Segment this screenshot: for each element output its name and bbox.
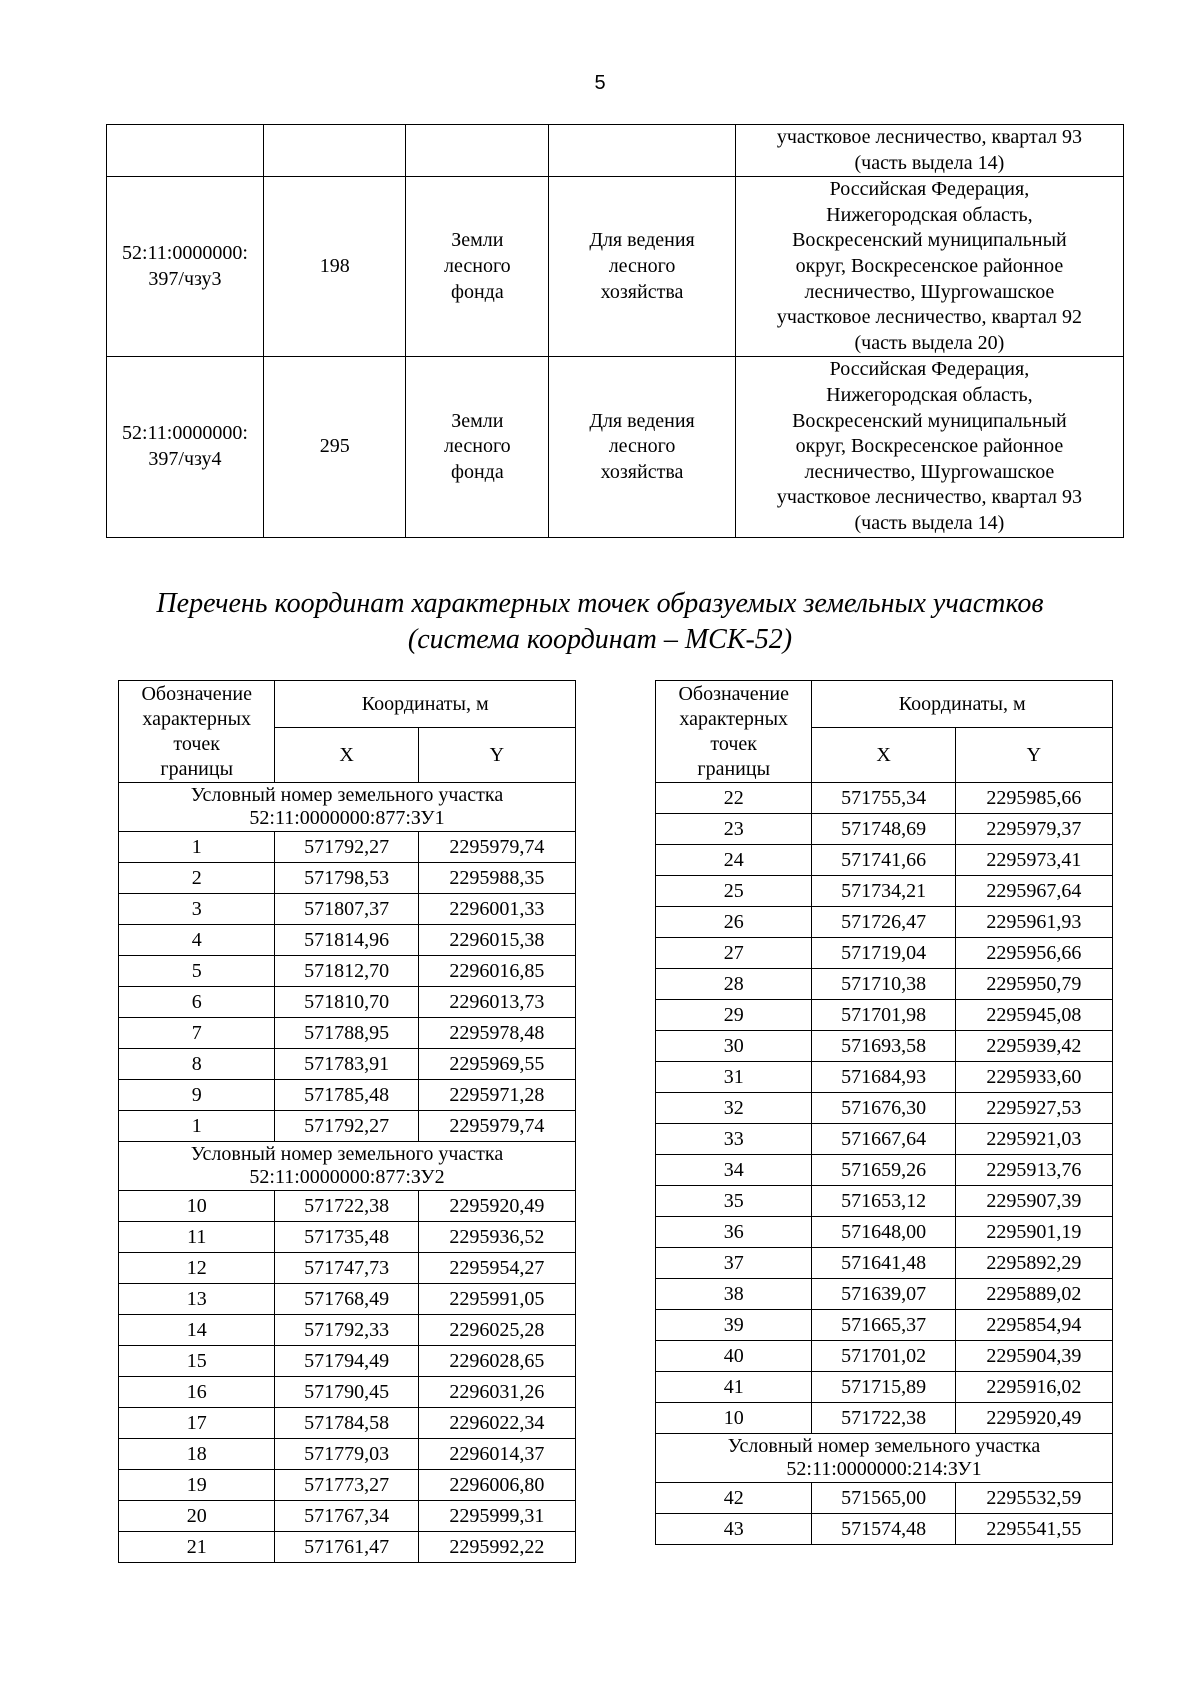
x-coordinate-cell: 571726,47	[812, 907, 955, 938]
point-number-cell: 35	[656, 1186, 812, 1217]
y-coordinate-cell: 2295927,53	[955, 1093, 1112, 1124]
x-coordinate-cell: 571767,34	[275, 1501, 418, 1532]
point-number-cell: 39	[656, 1310, 812, 1341]
x-coordinate-cell: 571734,21	[812, 876, 955, 907]
x-coordinate-cell: 571719,04	[812, 938, 955, 969]
location-cell	[735, 177, 1123, 357]
point-number-cell: 31	[656, 1062, 812, 1093]
land-plots-table	[106, 124, 1124, 538]
land-category-line: лесного	[444, 254, 511, 277]
table-row	[656, 1403, 1113, 1434]
permitted-use-cell	[549, 125, 736, 177]
location-line: лесничество, Шургowашское	[804, 460, 1055, 483]
location-line: (часть выдела 14)	[854, 151, 1005, 174]
permitted-use-line: лесного	[608, 254, 676, 277]
x-coordinate-cell: 571761,47	[275, 1532, 418, 1563]
y-coordinate-cell: 2295950,79	[955, 969, 1112, 1000]
table-row	[119, 956, 576, 987]
land-category-line: Земли	[451, 229, 504, 252]
point-number-cell: 1	[119, 832, 275, 863]
table-row	[119, 1315, 576, 1346]
point-header-line: Обозначение	[141, 682, 252, 705]
point-number-cell: 16	[119, 1377, 275, 1408]
plot-number-line: Условный номер земельного участка	[190, 1143, 504, 1165]
plot-section-row	[656, 1434, 1113, 1483]
y-coordinate-cell: 2295907,39	[955, 1186, 1112, 1217]
permitted-use-line: Для ведения	[589, 409, 695, 432]
location-line: округ, Воскресенское районное	[795, 254, 1064, 277]
x-coordinate-cell: 571710,38	[812, 969, 955, 1000]
permitted-use-line: Для ведения	[589, 229, 695, 252]
point-number-cell: 14	[119, 1315, 275, 1346]
header-row	[656, 681, 1113, 728]
cadastral-number-line: 397/чзу3	[148, 267, 222, 290]
location-line: Российская Федерация,	[829, 178, 1030, 201]
location-line: участковое лесничество, квартал 93	[776, 486, 1083, 509]
x-coordinate-cell: 571768,49	[275, 1284, 418, 1315]
point-number-cell: 42	[656, 1483, 812, 1514]
permitted-use-cell	[549, 177, 736, 357]
land-category-line: фонда	[450, 280, 504, 303]
x-coordinate-cell: 571814,96	[275, 925, 418, 956]
point-number-cell: 2	[119, 863, 275, 894]
x-coordinate-cell: 571792,33	[275, 1315, 418, 1346]
y-coordinate-cell: 2295921,03	[955, 1124, 1112, 1155]
y-header-cell: Y	[955, 728, 1112, 783]
location-cell	[735, 125, 1123, 177]
y-coordinate-cell: 2295979,37	[955, 814, 1112, 845]
land-category-line: фонда	[450, 460, 504, 483]
x-coordinate-cell: 571639,07	[812, 1279, 955, 1310]
x-coordinate-cell: 571701,02	[812, 1341, 955, 1372]
y-coordinate-cell: 2296015,38	[418, 925, 575, 956]
table-row	[656, 938, 1113, 969]
x-coordinate-cell: 571665,37	[812, 1310, 955, 1341]
table-row	[119, 1222, 576, 1253]
table-row	[119, 987, 576, 1018]
point-number-cell: 19	[119, 1470, 275, 1501]
y-coordinate-cell: 2296028,65	[418, 1346, 575, 1377]
point-number-cell: 29	[656, 1000, 812, 1031]
table-row	[119, 1439, 576, 1470]
table-row	[119, 1253, 576, 1284]
area-cell	[263, 357, 406, 537]
plot-section-row	[119, 1142, 576, 1191]
x-coordinate-cell: 571810,70	[275, 987, 418, 1018]
table-row	[119, 1284, 576, 1315]
x-coordinate-cell: 571792,27	[275, 1111, 418, 1142]
point-number-cell: 9	[119, 1080, 275, 1111]
cadastral-number-cell	[107, 177, 264, 357]
x-coordinate-cell: 571676,30	[812, 1093, 955, 1124]
page-number: 5	[594, 72, 606, 94]
x-coordinate-cell: 571807,37	[275, 894, 418, 925]
plot-number-cell	[656, 1434, 1113, 1483]
area-value: 295	[319, 435, 350, 458]
table-row	[656, 1062, 1113, 1093]
y-coordinate-cell: 2296016,85	[418, 956, 575, 987]
table-row	[656, 814, 1113, 845]
y-coordinate-cell: 2295969,55	[418, 1049, 575, 1080]
land-category-cell	[406, 125, 549, 177]
permitted-use-line: хозяйства	[600, 460, 684, 483]
land-table-row	[107, 177, 1124, 357]
x-coordinate-cell: 571785,48	[275, 1080, 418, 1111]
point-number-cell: 18	[119, 1439, 275, 1470]
table-row	[656, 1372, 1113, 1403]
y-coordinate-cell: 2295933,60	[955, 1062, 1112, 1093]
table-row	[656, 1186, 1113, 1217]
x-coordinate-cell: 571747,73	[275, 1253, 418, 1284]
point-number-cell: 33	[656, 1124, 812, 1155]
point-header-line: точек	[173, 732, 221, 755]
x-coordinate-cell: 571792,27	[275, 832, 418, 863]
point-number-cell: 37	[656, 1248, 812, 1279]
table-row	[656, 876, 1113, 907]
point-number-cell: 15	[119, 1346, 275, 1377]
location-line: округ, Воскресенское районное	[795, 435, 1064, 458]
table-row	[119, 1049, 576, 1080]
table-row	[656, 1279, 1113, 1310]
table-row	[119, 863, 576, 894]
x-coordinate-cell: 571784,58	[275, 1408, 418, 1439]
point-number-cell: 10	[656, 1403, 812, 1434]
x-coordinate-cell: 571722,38	[812, 1403, 955, 1434]
table-row	[656, 845, 1113, 876]
location-line: (часть выдела 20)	[854, 331, 1005, 354]
point-number-cell: 24	[656, 845, 812, 876]
area-value: 198	[319, 254, 350, 277]
y-coordinate-cell: 2295956,66	[955, 938, 1112, 969]
y-coordinate-cell: 2295961,93	[955, 907, 1112, 938]
x-coordinate-cell: 571794,49	[275, 1346, 418, 1377]
y-coordinate-cell: 2295920,49	[955, 1403, 1112, 1434]
point-number-cell: 25	[656, 876, 812, 907]
land-category-cell	[406, 177, 549, 357]
point-header-line: характерных	[679, 707, 789, 730]
cadastral-number-cell	[107, 357, 264, 537]
point-number-cell: 22	[656, 783, 812, 814]
x-header-cell: X	[812, 728, 955, 783]
land-table-row	[107, 357, 1124, 537]
location-line: Нижегородская область,	[826, 383, 1033, 406]
x-coordinate-cell: 571755,34	[812, 783, 955, 814]
table-row	[119, 1470, 576, 1501]
table-row	[656, 1483, 1113, 1514]
location-line: Воскресенский муниципальный	[792, 229, 1067, 252]
location-line: Российская Федерация,	[829, 358, 1030, 381]
point-header-cell	[119, 681, 275, 783]
table-row	[656, 1000, 1113, 1031]
point-number-cell: 34	[656, 1155, 812, 1186]
land-category-cell	[406, 357, 549, 537]
y-coordinate-cell: 2295901,19	[955, 1217, 1112, 1248]
point-header-line: Обозначение	[678, 682, 789, 705]
point-number-cell: 28	[656, 969, 812, 1000]
y-coordinate-cell: 2295939,42	[955, 1031, 1112, 1062]
point-number-cell: 11	[119, 1222, 275, 1253]
table-row	[656, 1248, 1113, 1279]
location-line: Нижегородская область,	[826, 203, 1033, 226]
y-coordinate-cell: 2295916,02	[955, 1372, 1112, 1403]
y-coordinate-cell: 2295973,41	[955, 845, 1112, 876]
y-coordinate-cell: 2295971,28	[418, 1080, 575, 1111]
x-header-cell: X	[275, 728, 418, 783]
x-coordinate-cell: 571779,03	[275, 1439, 418, 1470]
table-row	[119, 1111, 576, 1142]
table-row	[119, 1191, 576, 1222]
y-coordinate-cell: 2295967,64	[955, 876, 1112, 907]
table-row	[656, 1155, 1113, 1186]
point-number-cell: 5	[119, 956, 275, 987]
y-coordinate-cell: 2295913,76	[955, 1155, 1112, 1186]
x-coordinate-cell: 571715,89	[812, 1372, 955, 1403]
x-coordinate-cell: 571748,69	[812, 814, 955, 845]
x-coordinate-cell: 571798,53	[275, 863, 418, 894]
point-header-cell	[656, 681, 812, 783]
x-coordinate-cell: 571741,66	[812, 845, 955, 876]
table-row	[656, 1093, 1113, 1124]
y-coordinate-cell: 2295979,74	[418, 832, 575, 863]
plot-section-row	[119, 783, 576, 832]
location-cell	[735, 357, 1123, 537]
y-coordinate-cell: 2295920,49	[418, 1191, 575, 1222]
coordinates-title-line2: (система координат – МСК-52)	[407, 624, 793, 655]
location-line: (часть выдела 14)	[854, 511, 1005, 534]
land-category-line: Земли	[451, 409, 504, 432]
point-number-cell: 7	[119, 1018, 275, 1049]
cadastral-number-line: 52:11:0000000:	[121, 242, 248, 265]
plot-number-cell	[119, 1142, 576, 1191]
coordinates-header-cell: Координаты, м	[275, 681, 576, 728]
x-coordinate-cell: 571659,26	[812, 1155, 955, 1186]
x-coordinate-cell: 571783,91	[275, 1049, 418, 1080]
y-coordinate-cell: 2295904,39	[955, 1341, 1112, 1372]
table-row	[119, 1501, 576, 1532]
y-coordinate-cell: 2295541,55	[955, 1514, 1112, 1545]
table-row	[119, 925, 576, 956]
point-number-cell: 27	[656, 938, 812, 969]
point-header-line: характерных	[142, 707, 252, 730]
y-coordinate-cell: 2295992,22	[418, 1532, 575, 1563]
y-coordinate-cell: 2295978,48	[418, 1018, 575, 1049]
permitted-use-line: хозяйства	[600, 280, 684, 303]
location-line: Воскресенский муниципальный	[792, 409, 1067, 432]
y-coordinate-cell: 2295979,74	[418, 1111, 575, 1142]
point-number-cell: 8	[119, 1049, 275, 1080]
y-coordinate-cell: 2295892,29	[955, 1248, 1112, 1279]
coordinates-title-line1: Перечень координат характерных точек образуемых земельных участков	[156, 588, 1044, 619]
land-table-row	[107, 125, 1124, 177]
point-number-cell: 13	[119, 1284, 275, 1315]
cadastral-number-cell	[107, 125, 264, 177]
land-category-line: лесного	[444, 435, 511, 458]
location-line: участковое лесничество, квартал 93	[776, 126, 1083, 148]
point-number-cell: 41	[656, 1372, 812, 1403]
y-coordinate-cell: 2296014,37	[418, 1439, 575, 1470]
point-number-cell: 30	[656, 1031, 812, 1062]
location-line: участковое лесничество, квартал 92	[776, 306, 1083, 329]
point-number-cell: 1	[119, 1111, 275, 1142]
x-coordinate-cell: 571667,64	[812, 1124, 955, 1155]
x-coordinate-cell: 571641,48	[812, 1248, 955, 1279]
point-number-cell: 43	[656, 1514, 812, 1545]
point-number-cell: 3	[119, 894, 275, 925]
permitted-use-line: лесного	[608, 435, 676, 458]
point-number-cell: 23	[656, 814, 812, 845]
location-line: лесничество, Шургowашское	[804, 280, 1055, 303]
y-coordinate-cell: 2296031,26	[418, 1377, 575, 1408]
point-number-cell: 4	[119, 925, 275, 956]
table-row	[656, 1031, 1113, 1062]
coordinates-table-right	[655, 680, 1113, 1545]
y-coordinate-cell: 2296025,28	[418, 1315, 575, 1346]
point-header-line: границы	[160, 757, 234, 780]
x-coordinate-cell: 571693,58	[812, 1031, 955, 1062]
x-coordinate-cell: 571648,00	[812, 1217, 955, 1248]
point-number-cell: 21	[119, 1532, 275, 1563]
point-number-cell: 12	[119, 1253, 275, 1284]
y-coordinate-cell: 2295954,27	[418, 1253, 575, 1284]
point-number-cell: 10	[119, 1191, 275, 1222]
y-coordinate-cell: 2296001,33	[418, 894, 575, 925]
table-row	[656, 1217, 1113, 1248]
point-number-cell: 32	[656, 1093, 812, 1124]
table-row	[119, 1408, 576, 1439]
point-number-cell: 20	[119, 1501, 275, 1532]
permitted-use-cell	[549, 357, 736, 537]
point-number-cell: 40	[656, 1341, 812, 1372]
table-row	[119, 1377, 576, 1408]
table-row	[656, 1124, 1113, 1155]
point-header-line: границы	[697, 757, 771, 780]
x-coordinate-cell: 571701,98	[812, 1000, 955, 1031]
plot-number-cell	[119, 783, 576, 832]
x-coordinate-cell: 571653,12	[812, 1186, 955, 1217]
y-coordinate-cell: 2295532,59	[955, 1483, 1112, 1514]
y-coordinate-cell: 2295889,02	[955, 1279, 1112, 1310]
table-row	[119, 1018, 576, 1049]
table-row	[656, 783, 1113, 814]
y-header-cell: Y	[418, 728, 575, 783]
y-coordinate-cell: 2295936,52	[418, 1222, 575, 1253]
plot-number-line: 52:11:0000000:877:ЗУ2	[249, 1166, 445, 1188]
x-coordinate-cell: 571773,27	[275, 1470, 418, 1501]
cadastral-number-line: 397/чзу4	[148, 447, 222, 470]
point-number-cell: 36	[656, 1217, 812, 1248]
y-coordinate-cell: 2295988,35	[418, 863, 575, 894]
x-coordinate-cell: 571684,93	[812, 1062, 955, 1093]
table-row	[119, 1532, 576, 1563]
plot-number-line: Условный номер земельного участка	[727, 1435, 1041, 1457]
table-row	[656, 1341, 1113, 1372]
x-coordinate-cell: 571574,48	[812, 1514, 955, 1545]
point-number-cell: 17	[119, 1408, 275, 1439]
table-row	[119, 832, 576, 863]
table-row	[656, 969, 1113, 1000]
y-coordinate-cell: 2295854,94	[955, 1310, 1112, 1341]
y-coordinate-cell: 2296006,80	[418, 1470, 575, 1501]
coordinates-title	[0, 586, 1200, 658]
header-row	[119, 681, 576, 728]
y-coordinate-cell: 2296013,73	[418, 987, 575, 1018]
coordinates-header-cell: Координаты, м	[812, 681, 1113, 728]
plot-number-line: 52:11:0000000:214:ЗУ1	[786, 1458, 982, 1480]
x-coordinate-cell: 571812,70	[275, 956, 418, 987]
table-row	[119, 894, 576, 925]
table-row	[656, 1310, 1113, 1341]
table-row	[119, 1080, 576, 1111]
y-coordinate-cell: 2295985,66	[955, 783, 1112, 814]
y-coordinate-cell: 2296022,34	[418, 1408, 575, 1439]
point-number-cell: 6	[119, 987, 275, 1018]
point-header-line: точек	[710, 732, 758, 755]
point-number-cell: 38	[656, 1279, 812, 1310]
area-cell	[263, 125, 406, 177]
table-row	[656, 907, 1113, 938]
x-coordinate-cell: 571790,45	[275, 1377, 418, 1408]
x-coordinate-cell: 571722,38	[275, 1191, 418, 1222]
x-coordinate-cell: 571565,00	[812, 1483, 955, 1514]
y-coordinate-cell: 2295991,05	[418, 1284, 575, 1315]
y-coordinate-cell: 2295999,31	[418, 1501, 575, 1532]
x-coordinate-cell: 571735,48	[275, 1222, 418, 1253]
coordinates-table-left	[118, 680, 576, 1563]
cadastral-number-line: 52:11:0000000:	[121, 422, 248, 445]
table-row	[656, 1514, 1113, 1545]
y-coordinate-cell: 2295945,08	[955, 1000, 1112, 1031]
plot-number-line: Условный номер земельного участка	[190, 784, 504, 806]
area-cell	[263, 177, 406, 357]
x-coordinate-cell: 571788,95	[275, 1018, 418, 1049]
table-row	[119, 1346, 576, 1377]
point-number-cell: 26	[656, 907, 812, 938]
plot-number-line: 52:11:0000000:877:ЗУ1	[249, 807, 445, 829]
